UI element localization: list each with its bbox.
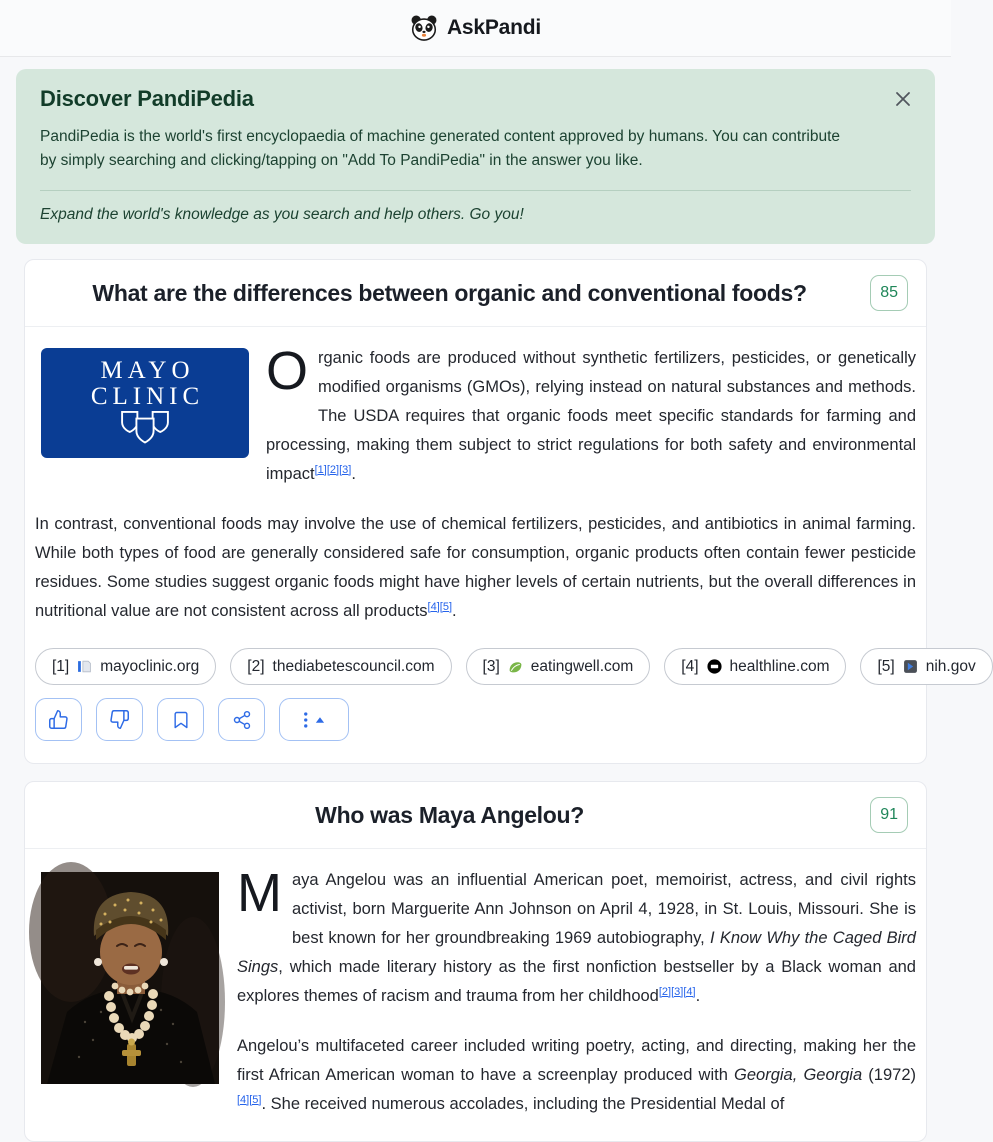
- healthline-favicon: [707, 659, 722, 674]
- citation-group: [428, 598, 452, 613]
- card-body: [25, 327, 976, 763]
- source-domain: eatingwell.com: [530, 657, 634, 675]
- answer-paragraph: Maya Angelou was an influential American poet, memoirist, actress, and civil rights activist, born Marguerite Ann Johnson on April 4, 1928, in St. Louis, Missouri. She is best known for her groundbreaking 1969 autobiography, I Know Why the Caged Bird Sings, which made literary history as the first nonfiction bestseller by a Black woman and explores themes of racism and trauma from her childhood[2][3][4].: [237, 863, 916, 1005]
- source-pill-eatingwell[interactable]: [466, 648, 651, 685]
- answer-actions: [35, 698, 916, 741]
- citation-link[interactable]: [2]: [658, 985, 672, 998]
- answer-paragraph: In contrast, conventional foods may involve the use of chemical fertilizers, pesticides, and antibiotics in animal farming. While both types of food are generally considered safe for consumption, organic products often contain fewer pesticide residues. Some studies suggest organic foods might have higher levels of certain nutrients, but the overall differences in nutritional value are not consistent across all products[4][5].: [35, 515, 916, 620]
- share-button[interactable]: [218, 698, 265, 741]
- eatingwell-favicon: [508, 659, 523, 674]
- banner-close-button[interactable]: [888, 84, 918, 114]
- source-ref: [2]: [247, 657, 265, 675]
- source-pill-mayoclinic[interactable]: [35, 648, 216, 685]
- question-title: Who was Maya Angelou?: [315, 801, 585, 828]
- like-button[interactable]: [35, 698, 82, 741]
- app-brand[interactable]: [410, 14, 541, 42]
- thumbs-down-icon: [109, 709, 130, 730]
- banner-body: PandiPedia is the world's first encyclopaedia of machine generated content approved by humans. You can contribute by simply searching and clicking/tapping on "Add To PandiPedia" in the answer you like.: [40, 128, 840, 169]
- panda-logo-icon: [410, 14, 438, 42]
- more-options-button[interactable]: [279, 698, 349, 741]
- citation-group: [659, 983, 696, 998]
- mayoclinic-favicon: [77, 659, 92, 674]
- more-options-icon: [297, 709, 331, 731]
- banner-divider: [40, 190, 911, 191]
- share-icon: [232, 710, 252, 730]
- italic-title: I Know Why the Caged Bird Sings: [237, 929, 916, 976]
- score-badge: 85: [870, 275, 908, 311]
- answer-card-maya-angelou: [24, 781, 927, 1142]
- dislike-button[interactable]: [96, 698, 143, 741]
- banner-footnote: Expand the world's knowledge as you search and help others. Go you!: [40, 206, 524, 223]
- citation-link[interactable]: [4]: [683, 985, 696, 998]
- source-domain: nih.gov: [925, 657, 976, 675]
- card-header: [25, 782, 926, 849]
- dropcap-letter: M: [237, 863, 282, 923]
- pandipedia-banner: [16, 69, 935, 244]
- thumbs-up-icon: [48, 709, 69, 730]
- score-badge: 91: [870, 797, 908, 833]
- source-ref: [4]: [681, 657, 699, 675]
- mayo-logo-text: MAYO: [100, 357, 195, 384]
- app-title: AskPandi: [446, 16, 542, 39]
- card-body: [25, 849, 926, 1141]
- app-header: [0, 0, 951, 57]
- citation-group: [315, 461, 352, 476]
- bookmark-icon: [171, 710, 191, 730]
- maya-angelou-photo[interactable]: [41, 872, 219, 1084]
- italic-title: Georgia, Georgia: [734, 1066, 863, 1084]
- source-domain: mayoclinic.org: [100, 657, 200, 675]
- citation-link[interactable]: [4]: [427, 600, 440, 613]
- citation-link[interactable]: [1]: [314, 463, 327, 476]
- source-ref: [5]: [877, 657, 895, 675]
- source-ref: [3]: [482, 657, 500, 675]
- mayo-shields-icon: [117, 410, 173, 452]
- citation-link[interactable]: [2]: [326, 463, 340, 476]
- citation-link[interactable]: [3]: [671, 985, 684, 998]
- answer-paragraph: Organic foods are produced without synthetic fertilizers, pesticides, or genetically modified organisms (GMOs), relying instead on natural substances and methods. The USDA requires that organic foods meet specific standards for farming and processing, making them subject to strict regulations for both safety and environmental impact[1][2][3].: [266, 341, 916, 483]
- citation-link[interactable]: [4]: [237, 1093, 250, 1106]
- bookmark-button[interactable]: [157, 698, 204, 741]
- close-icon: [892, 88, 914, 110]
- citation-link[interactable]: [5]: [439, 600, 453, 613]
- citation-link[interactable]: [5]: [249, 1093, 262, 1106]
- source-pill-nih[interactable]: [860, 648, 992, 685]
- citation-link[interactable]: [3]: [339, 463, 352, 476]
- source-pill-healthline[interactable]: [664, 648, 846, 685]
- card-header: [25, 260, 926, 327]
- answer-card-organic-foods: [24, 259, 976, 764]
- nih-favicon: [903, 659, 918, 674]
- mayo-clinic-source-thumbnail[interactable]: [41, 348, 249, 458]
- source-pill-thediabetescouncil[interactable]: [230, 648, 451, 685]
- sources-row: [35, 648, 976, 685]
- question-title: What are the differences between organic and conventional foods?: [92, 279, 807, 306]
- dropcap-letter: O: [266, 341, 309, 401]
- mayo-logo-text: CLINIC: [90, 383, 205, 410]
- source-domain: thediabetescouncil.com: [272, 657, 435, 675]
- source-ref: [1]: [52, 657, 70, 675]
- source-domain: healthline.com: [729, 657, 830, 675]
- citation-group: [237, 1091, 261, 1106]
- answer-paragraph: Angelou’s multifaceted career included writing poetry, acting, and directing, making her the first African American woman to have a screenplay produced with Georgia, Georgia (1972)[4][5]. She received numerous accolades, including the Presidential Medal of: [237, 1037, 916, 1113]
- banner-title: Discover PandiPedia: [40, 86, 254, 111]
